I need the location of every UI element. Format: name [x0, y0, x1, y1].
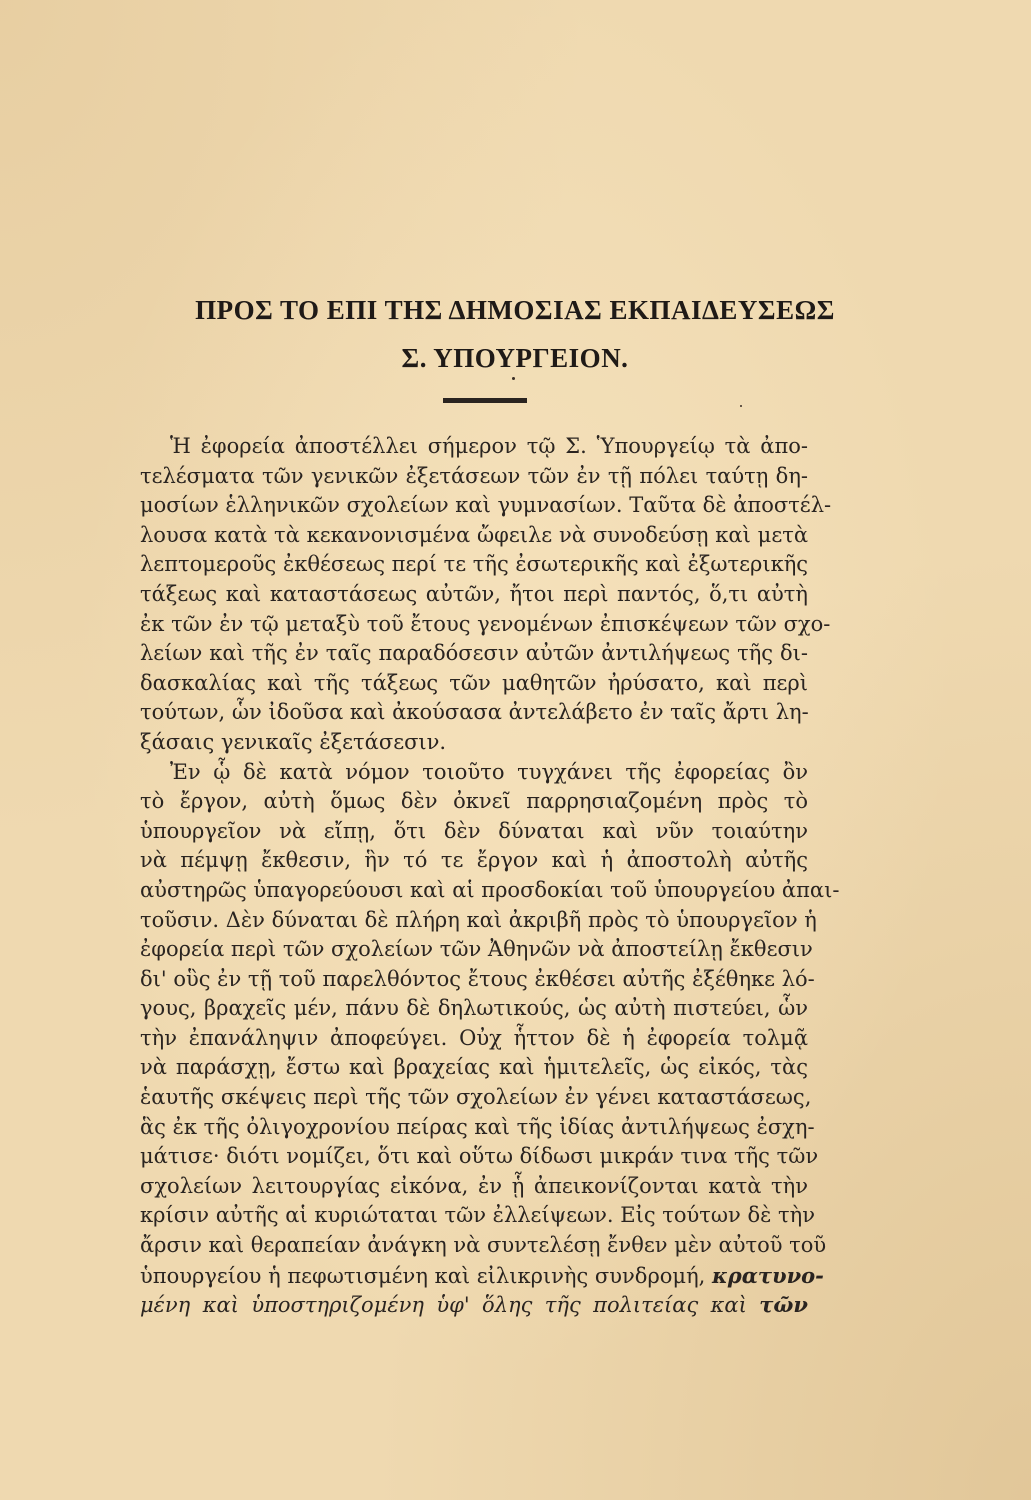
text-line: τοῦσιν. Δὲν δύναται δὲ πλήρη καὶ ἀκριβῆ πρὸς τὸ ὑπουργεῖον ἡ	[140, 907, 817, 932]
paper-speck	[740, 405, 742, 407]
text-line: νὰ πέμψῃ ἔκθεσιν, ἣν τό τε ἔργον καὶ ἡ ἀποστολὴ αὐτῆς	[140, 848, 808, 873]
title-divider	[443, 398, 527, 403]
text-line: τὴν ἐπανάληψιν ἀποφεύγει. Οὐχ ἧττον δὲ ἡ ἐφορεία τολμᾷ	[140, 1025, 808, 1050]
text-line: τούτων, ὧν ἰδοῦσα καὶ ἀκούσασα ἀντελάβετο ἐν ταῖς ἄρτι λη-	[140, 700, 809, 725]
text-line: δι' οὓς ἐν τῇ τοῦ παρελθόντος ἔτους ἐκθέσει αὐτῆς ἐξέθηκε λό-	[140, 966, 815, 991]
text-line: σχολείων λειτουργίας εἰκόνα, ἐν ᾗ ἀπεικονίζονται κατὰ τὴν	[140, 1173, 808, 1198]
text-segment: ὑπουργείου ἡ πεφωτισμένη καὶ εἰλικρινὴς συνδρομή,	[140, 1263, 706, 1288]
text-line: νὰ παράσχῃ, ἔστω καὶ βραχείας καὶ ἡμιτελεῖς, ὡς εἰκός, τὰς	[140, 1055, 808, 1080]
page-subtitle: Σ. ΥΠΟΥΡΓΕΙΟΝ.	[401, 343, 629, 373]
emphasized-text: τῶν	[759, 1292, 808, 1318]
text-line: ἐκ τῶν ἐν τῷ μεταξὺ τοῦ ἔτους γενομένων ἐπισκέψεων τῶν σχο-	[140, 611, 831, 636]
text-line: μοσίων ἑλληνικῶν σχολείων καὶ γυμνασίων. Ταῦτα δὲ ἀποστέλ-	[140, 493, 832, 518]
text-line: μάτισε· διότι νομίζει, ὅτι καὶ οὕτω δίδωσι μικράν τινα τῆς τῶν	[140, 1144, 819, 1169]
text-line: λεπτομεροῦς ἐκθέσεως περί τε τῆς ἐσωτερικῆς καὶ ἐξωτερικῆς	[140, 552, 809, 577]
emphasized-text: κρατυνο-	[712, 1262, 824, 1288]
text-line	[140, 1290, 808, 1320]
text-line: Ἡ ἐφορεία ἀποστέλλει σήμερον τῷ Σ. Ὑπουργείῳ τὰ ἀπο-	[170, 434, 808, 458]
text-line: τελέσματα τῶν γενικῶν ἐξετάσεων τῶν ἐν τῇ πόλει ταύτῃ δη-	[140, 463, 808, 488]
text-line: αὐστηρῶς ὑπαγορεύουσι καὶ αἱ προσδοκίαι τοῦ ὑπουργείου ἀπαι-	[140, 877, 840, 902]
text-line: ἃς ἐκ τῆς ὀλιγοχρονίου πείρας καὶ τῆς ἰδίας ἀντιλήψεως ἐσχη-	[140, 1114, 815, 1139]
body-text	[140, 432, 840, 1320]
text-line: γους, βραχεῖς μέν, πάνυ δὲ δηλωτικούς, ὡς αὐτὴ πιστεύει, ὧν	[140, 996, 808, 1021]
paper-speck	[512, 377, 515, 380]
text-line	[140, 1261, 824, 1291]
text-line: κρίσιν αὐτῆς αἱ κυριώταται τῶν ἐλλείψεων. Εἰς τούτων δὲ τὴν	[140, 1203, 816, 1228]
text-line: τάξεως καὶ καταστάσεως αὐτῶν, ἤτοι περὶ παντός, ὅ,τι αὐτὴ	[140, 581, 808, 606]
text-line: τὸ ἔργον, αὐτὴ ὅμως δὲν ὀκνεῖ παρρησιαζομένη πρὸς τὸ	[140, 789, 808, 814]
text-line: λουσα κατὰ τὰ κεκανονισμένα ὤφειλε νὰ συνοδεύσῃ καὶ μετὰ	[140, 522, 808, 547]
italic-text: μένη καὶ ὑποστηριζομένη ὑφ' ὅλης τῆς πολιτείας καὶ	[140, 1293, 747, 1318]
text-line: ἑαυτῆς σκέψεις περὶ τῆς τῶν σχολείων ἐν γένει καταστάσεως,	[140, 1085, 812, 1110]
text-line: λείων καὶ τῆς ἐν ταῖς παραδόσεσιν αὐτῶν ἀντιλήψεως τῆς δι-	[140, 641, 808, 666]
text-line: δασκαλίας καὶ τῆς τάξεως τῶν μαθητῶν ἠρύσατο, καὶ περὶ	[140, 670, 808, 695]
text-line: ξάσαις γενικαῖς ἐξετάσεσιν.	[140, 729, 447, 754]
text-line: Ἐν ᾧ δὲ κατὰ νόμον τοιοῦτο τυγχάνει τῆς ἐφορείας ὂν	[170, 759, 808, 784]
text-line: ἐφορεία περὶ τῶν σχολείων τῶν Ἀθηνῶν νὰ ἀποστείλῃ ἔκθεσιν	[140, 937, 813, 962]
text-line: ὑπουργεῖον νὰ εἴπῃ, ὅτι δὲν δύναται καὶ νῦν τοιαύτην	[140, 818, 808, 843]
page-title: ΠΡΟΣ ΤΟ ΕΠΙ ΤΗΣ ΔΗΜΟΣΙΑΣ ΕΚΠΑΙΔΕΥΣΕΩΣ	[195, 295, 835, 325]
text-line: ἄρσιν καὶ θεραπείαν ἀνάγκη νὰ συντελέσῃ ἔνθεν μὲν αὐτοῦ τοῦ	[140, 1233, 827, 1258]
